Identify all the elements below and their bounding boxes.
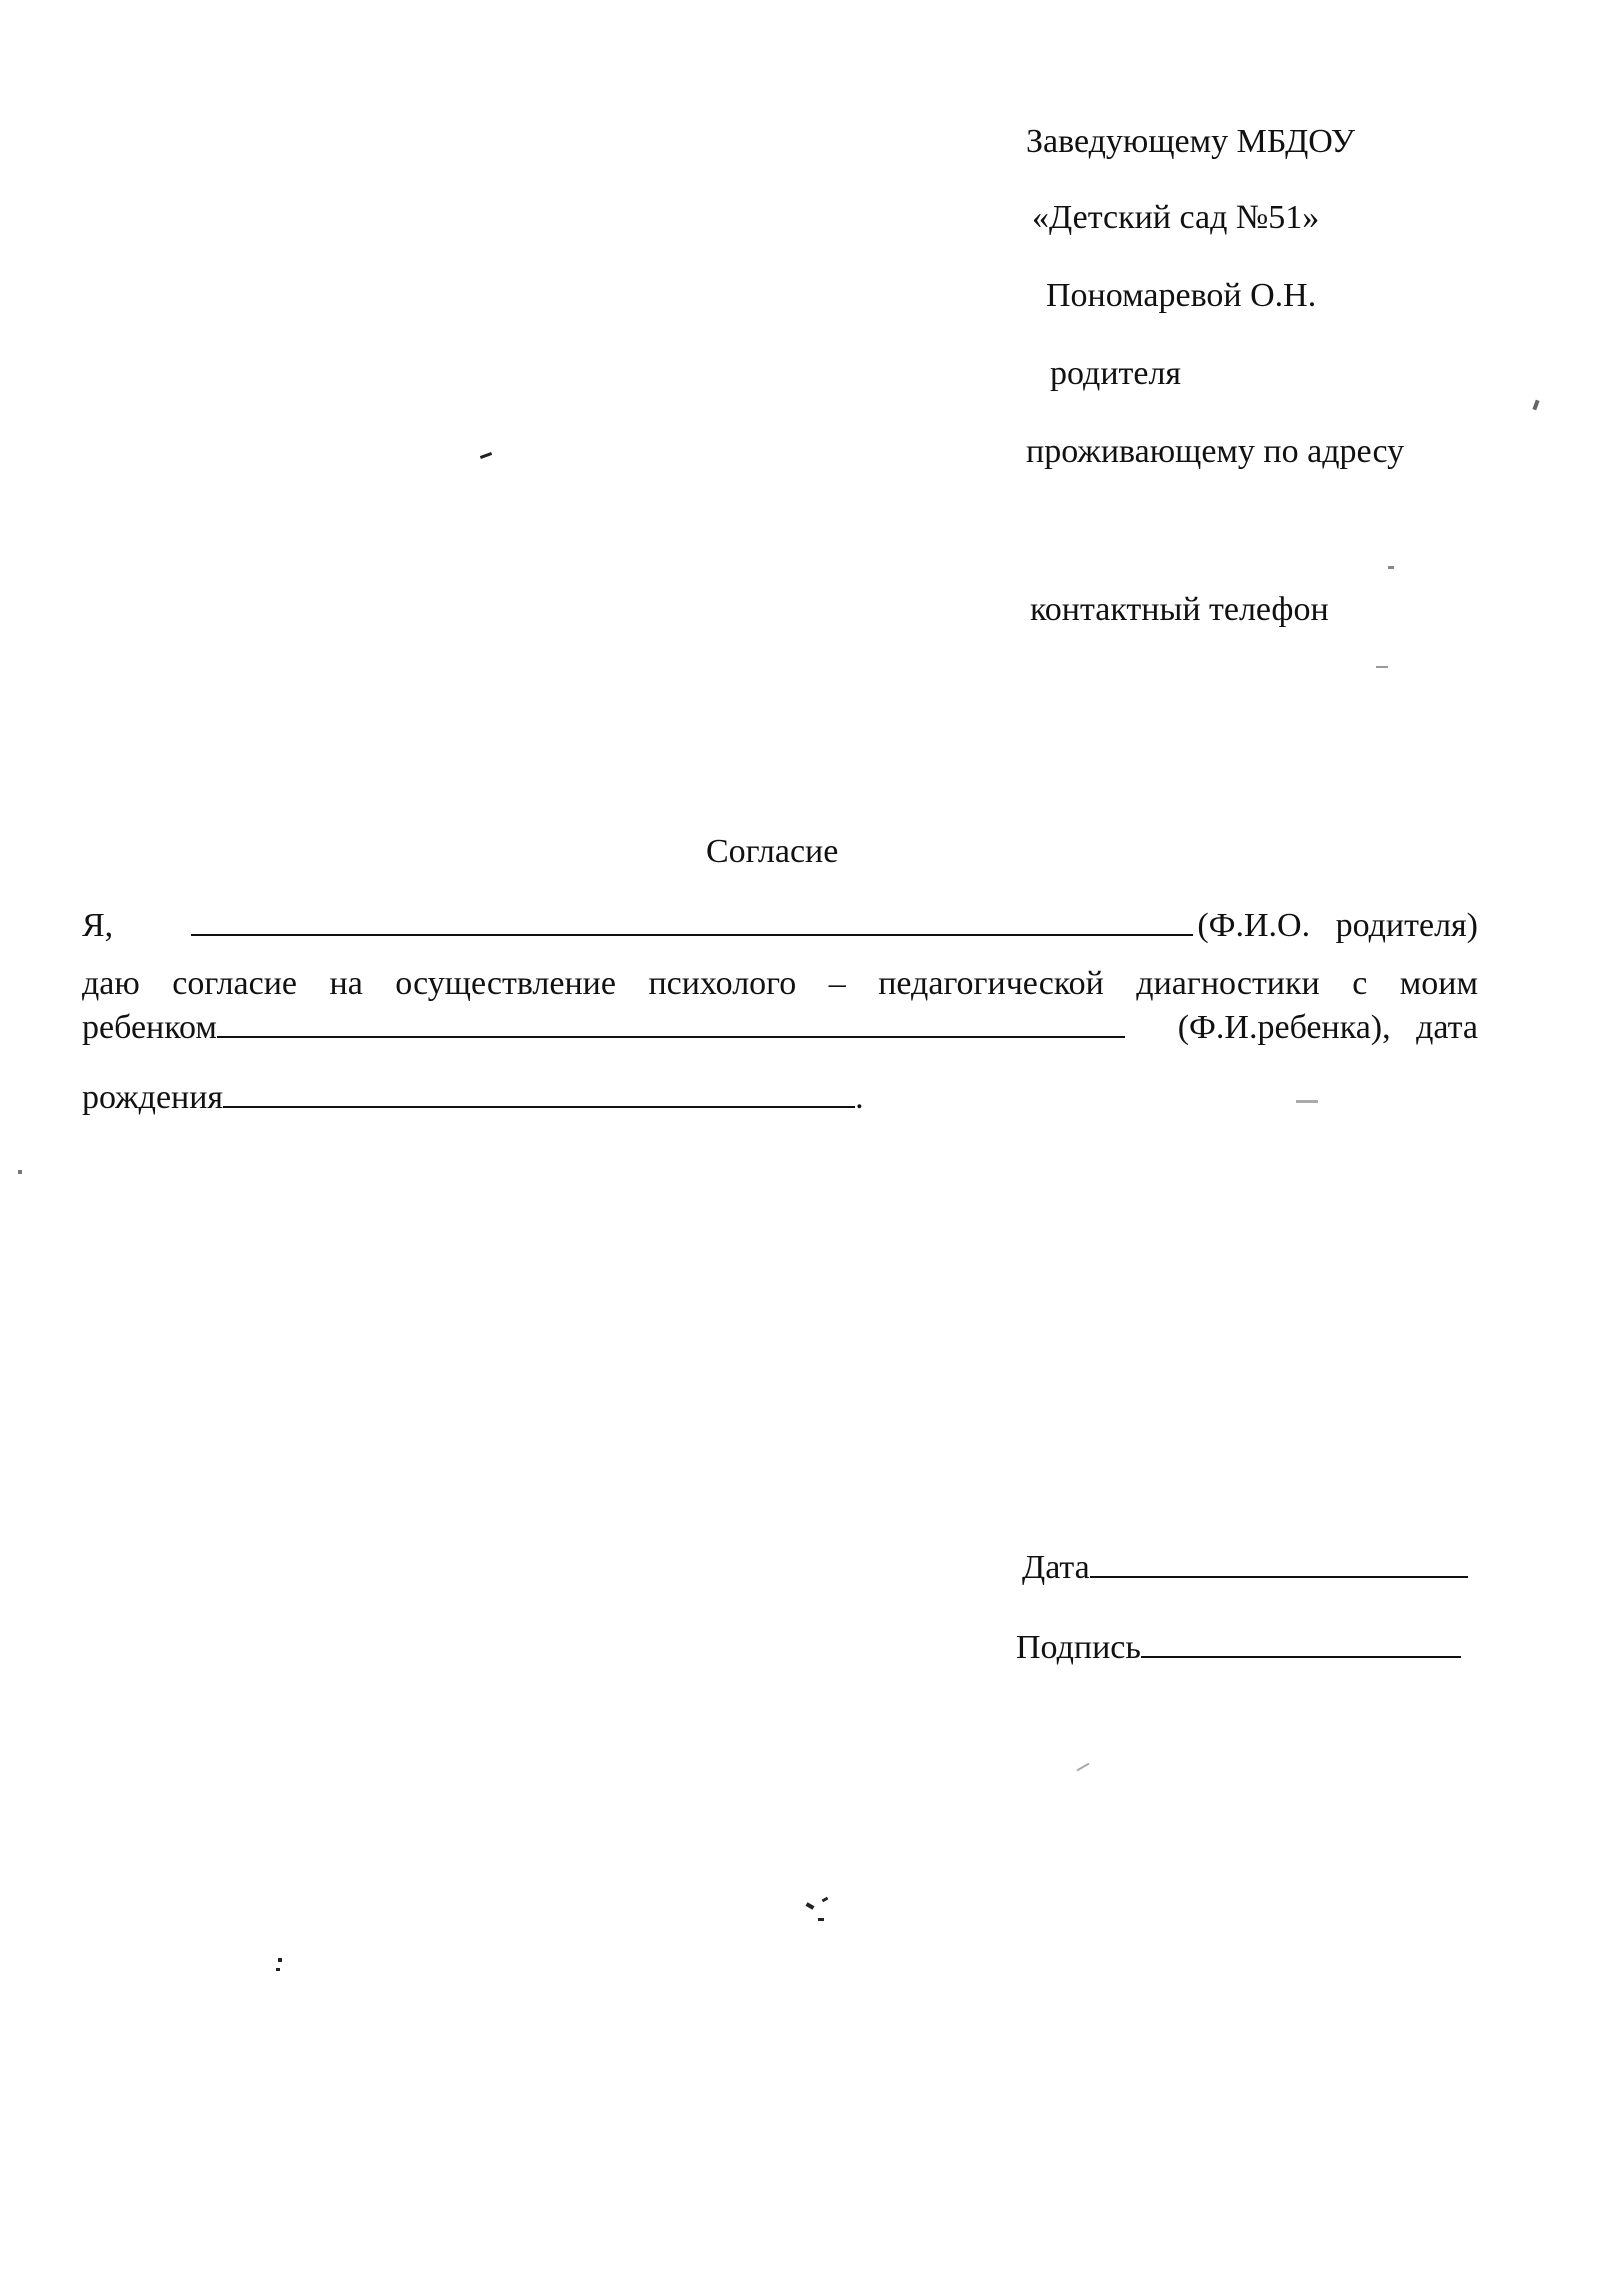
body-line-1-start: Я, bbox=[82, 907, 114, 944]
addressee-line-5: проживающему по адресу bbox=[1026, 433, 1405, 470]
signature-field bbox=[1016, 1626, 1461, 1668]
body-line-3 bbox=[82, 1006, 1478, 1048]
addressee-line-3: Пономаревой О.Н. bbox=[1046, 277, 1317, 314]
body-line-3-end: (Ф.И.ребенка), дата bbox=[1177, 1009, 1478, 1046]
body-line-4 bbox=[82, 1076, 1478, 1118]
body-line-2: даю согласие на осуществление психолого – педагогической диагностики с моим bbox=[82, 965, 1478, 1002]
body-line-4-start: рождения bbox=[82, 1079, 224, 1116]
date-label: Дата bbox=[1022, 1549, 1090, 1586]
document-title: Согласие bbox=[706, 833, 839, 870]
body-line-1 bbox=[82, 904, 1478, 946]
signature-label: Подпись bbox=[1016, 1629, 1141, 1666]
body-line-4-end: . bbox=[855, 1079, 864, 1116]
addressee-line-4: родителя bbox=[1050, 355, 1182, 392]
birth-date-blank[interactable] bbox=[223, 1076, 855, 1108]
addressee-line-6: контактный телефон bbox=[1030, 591, 1329, 628]
date-field bbox=[1022, 1546, 1468, 1588]
addressee-line-2: «Детский сад №51» bbox=[1032, 199, 1320, 236]
date-blank[interactable] bbox=[1090, 1546, 1468, 1578]
body-line-3-start: ребенком bbox=[82, 1009, 217, 1046]
child-name-blank[interactable] bbox=[217, 1006, 1125, 1038]
signature-blank[interactable] bbox=[1141, 1626, 1461, 1658]
parent-name-blank[interactable] bbox=[191, 904, 1193, 936]
addressee-line-1: Заведующему МБДОУ bbox=[1026, 123, 1355, 160]
body-line-1-end: (Ф.И.О. родителя) bbox=[1197, 907, 1478, 944]
